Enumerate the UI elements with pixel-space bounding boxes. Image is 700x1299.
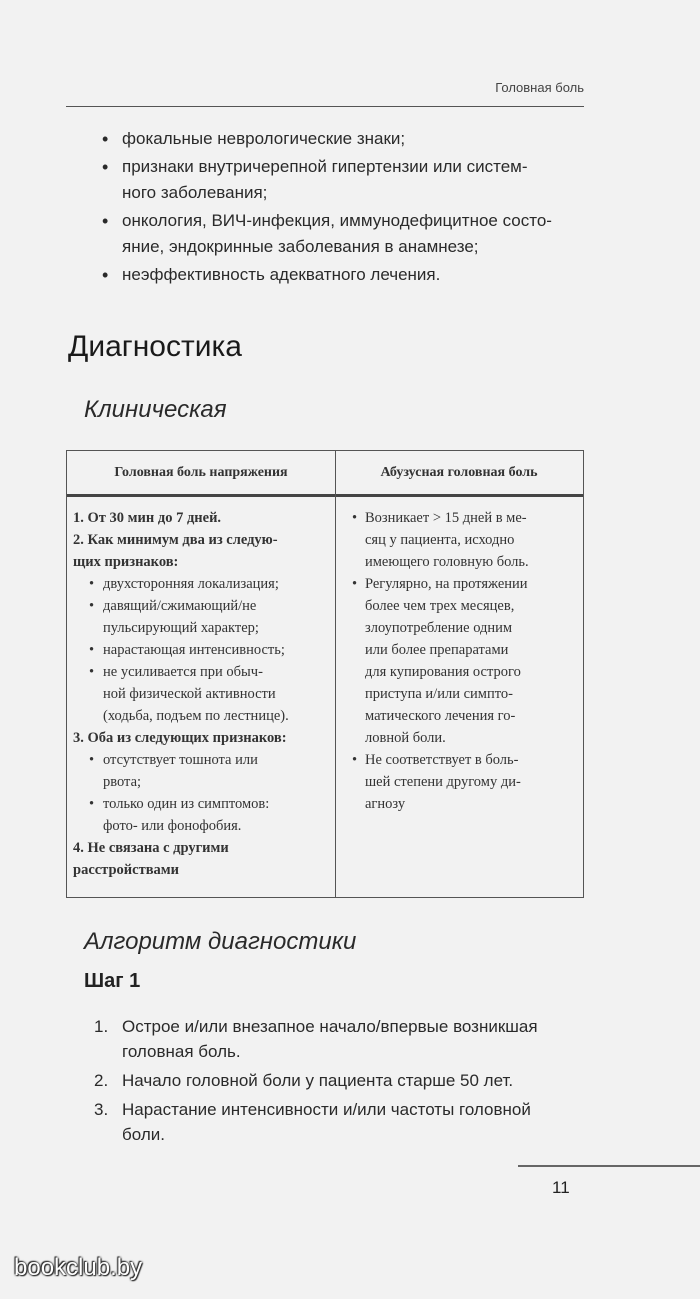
tension-criteria-column <box>73 507 331 881</box>
intro-bullet-list <box>100 126 590 290</box>
list-item <box>94 1097 590 1147</box>
list-item: • только один из симптомов: фото- или фонофобия. <box>73 793 331 837</box>
list-item: • онкология, ВИЧ-инфекция, иммунодефицитное состо- яние, эндокринные заболевания в анамнезе; <box>100 208 590 260</box>
list-item <box>94 1014 590 1064</box>
step-1-list <box>94 1014 590 1151</box>
table-header-abusive: Абузусная головная боль <box>380 465 538 480</box>
list-item: • признаки внутричерепной гипертензии или систем- ного заболевания; <box>100 154 590 206</box>
list-item: • Возникает > 15 дней в ме- сяц у пациента, исходно имеющего головную боль. <box>349 507 569 573</box>
item-number: 3. <box>94 1100 109 1119</box>
list-item: • Регулярно, на протяжении более чем трех месяцев, злоупотребление одним или более препаратами для купирования острого приступа и/или симпто- матического лечения го- ловной боли. <box>349 573 569 749</box>
criterion-2: 2. Как минимум два из следую- щих признаков: <box>73 532 278 570</box>
item-number: 1. <box>94 1017 109 1036</box>
item-text: Острое и/или внезапное начало/впервые возникшая головная боль. <box>122 1017 538 1061</box>
table-header-row <box>67 451 583 497</box>
criterion-3: 3. Оба из следующих признаков: <box>73 730 287 746</box>
list-item <box>94 1068 590 1093</box>
list-item: • фокальные неврологические знаки; <box>100 126 590 152</box>
section-title: Диагностика <box>68 330 242 363</box>
list-item: • не усиливается при обыч- ной физической активности (ходьба, подъем по лестнице). <box>73 661 331 727</box>
criteria-table <box>66 450 584 898</box>
subsection-title-algorithm: Алгоритм диагностики <box>84 928 357 955</box>
list-item: • двухсторонняя локализация; <box>73 573 331 595</box>
list-item: • Не соответствует в боль- шей степени другому ди- агнозу <box>349 749 569 815</box>
item-number: 2. <box>94 1071 109 1090</box>
criterion-1: 1. От 30 мин до 7 дней. <box>73 510 222 526</box>
list-item: • неэффективность адекватного лечения. <box>100 262 590 288</box>
running-header: Головная боль <box>495 80 584 95</box>
column-divider <box>335 451 336 897</box>
item-text: Нарастание интенсивности и/или частоты головной боли. <box>122 1100 531 1144</box>
criterion-2-list <box>73 573 331 727</box>
list-item: • отсутствует тошнота или рвота; <box>73 749 331 793</box>
item-text: Начало головной боли у пациента старше 50 лет. <box>122 1071 514 1090</box>
abusive-criteria-list <box>349 507 569 815</box>
header-rule <box>66 106 584 107</box>
list-item: • давящий/сжимающий/не пульсирующий характер; <box>73 595 331 639</box>
criterion-3-list <box>73 749 331 837</box>
watermark: bookclub.by <box>14 1254 143 1281</box>
footer-rule <box>518 1165 700 1167</box>
abusive-criteria-column <box>349 507 569 815</box>
step-title: Шаг 1 <box>84 970 141 992</box>
table-header-tension: Головная боль напряжения <box>114 465 288 480</box>
list-item: • нарастающая интенсивность; <box>73 639 331 661</box>
criterion-4: 4. Не связана с другими расстройствами <box>73 840 229 878</box>
subsection-title-clinical: Клиническая <box>84 396 227 423</box>
page-number: 11 <box>552 1178 570 1197</box>
